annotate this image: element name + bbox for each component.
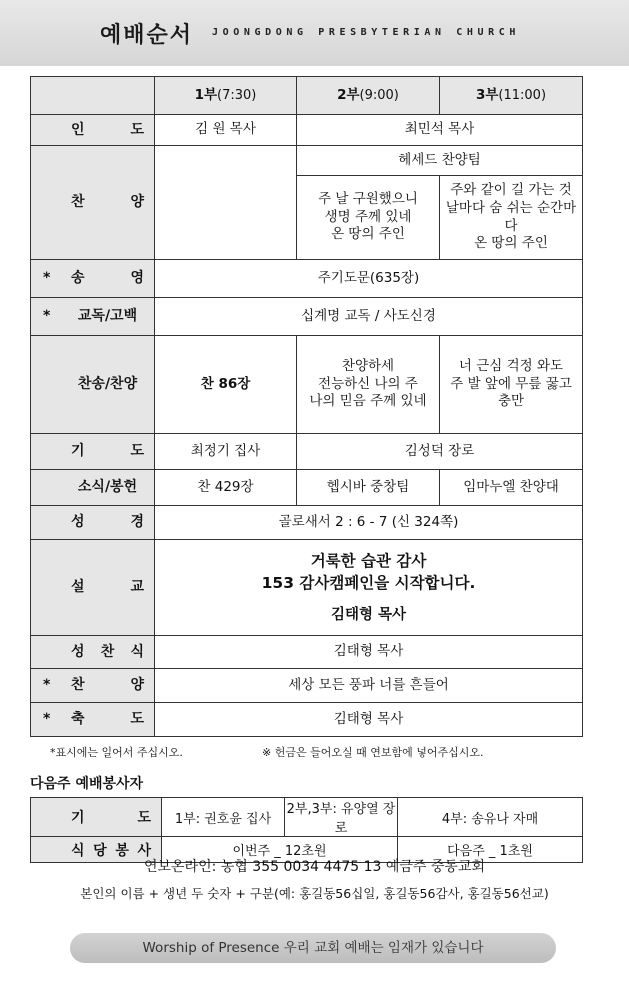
hymn-s2-lyrics: 찬양하세 전능하신 나의 주 나의 믿음 주께 있네 [297,336,440,434]
label-confession-text: 교독/고백 [77,308,138,325]
label-confession: * 교독/고백 [31,298,155,336]
row-hymn [31,336,583,434]
sermon-preacher: 김태형 목사 [330,606,407,623]
label-hymn-text: 찬송/찬양 [77,376,138,393]
leader-s23: 최민석 목사 [297,115,583,146]
label-sacrament [31,636,155,669]
label-prayer [31,434,155,470]
row-confession [31,298,583,336]
row-sacrament [31,636,583,669]
row-leader [31,115,583,146]
label-benediction: * 축 도 [31,703,155,737]
sermon-title-2: 153 감사캠페인을 시작합니다. [261,573,476,592]
label-hymn [31,336,155,434]
label-leader-text: 인 도 [71,121,144,138]
row-offering [31,470,583,506]
leader-s1: 김 원 목사 [155,115,297,146]
next-kitchen-this: 이번주 _ 12초원 [162,837,398,863]
sacrament-value: 김태형 목사 [155,636,583,669]
next-row-prayer [31,798,583,837]
row-song [31,260,583,298]
prayer-s1: 최정기 집사 [155,434,297,470]
next-label-prayer [31,798,162,837]
sermon-cell [155,540,583,636]
note-offering: ※ 헌금은 들어오실 때 연보함에 넣어주십시오. [262,746,484,759]
header-empty [31,77,155,115]
next-prayer-3: 4부: 송유나 자매 [398,798,583,837]
next-week-title: 다음주 예배봉사자 [30,776,144,792]
label-song: * 송 영 [31,260,155,298]
praise2-value: 세상 모든 풍파 너를 흔들어 [155,669,583,703]
label-scripture-text: 성 경 [71,514,144,531]
offering-s1: 찬 429장 [155,470,297,506]
row-prayer [31,434,583,470]
table-header-row [31,77,583,115]
praise-s2-lyrics: 주 날 구원했으니 생명 주께 있네 온 땅의 주인 [297,176,440,260]
note-standing: *표시에는 일어서 주십시오. [50,746,183,759]
header-bar [0,0,629,66]
label-praise-text: 찬 양 [71,194,144,211]
label-sacrament-text: 성 찬 식 [71,643,144,660]
praise-team: 헤세드 찬양팀 [297,146,583,176]
hymn-s3-lyrics: 너 근심 걱정 와도 주 발 앞에 무릎 꿇고 충만 [440,336,583,434]
praise-s1-empty [155,146,297,260]
service-2-header: 2부(9:00) [297,77,440,115]
benediction-value: 김태형 목사 [155,703,583,737]
label-song-text: 송 영 [71,270,144,287]
next-prayer-1: 1부: 권호윤 집사 [162,798,285,837]
service-1-header: 1부(7:30) [155,77,297,115]
row-sermon [31,540,583,636]
prayer-s23: 김성덕 장로 [297,434,583,470]
label-prayer-text: 기 도 [71,443,144,460]
label-sermon-text: 설 교 [71,579,144,596]
footer-banner: Worship of Presence 우리 교회 예배는 임재가 있습니다 [70,933,556,963]
label-offering-text: 소식/봉헌 [77,479,138,496]
label-scripture [31,506,155,540]
row-praise2 [31,669,583,703]
label-praise2: * 찬 양 [31,669,155,703]
service-3-header: 3부(11:00) [440,77,583,115]
next-kitchen-next: 다음주 _ 1초원 [398,837,583,863]
label-sermon [31,540,155,636]
confession-value: 십계명 교독 / 사도신경 [155,298,583,336]
worship-order-table [30,76,583,737]
row-praise-team [31,146,583,176]
hymn-s1: 찬 86장 [155,336,297,434]
offering-s3: 임마누엘 찬양대 [440,470,583,506]
row-benediction [31,703,583,737]
label-praise [31,146,155,260]
label-offering [31,470,155,506]
next-label-kitchen-text: 식 당 봉 사 [71,842,151,859]
page-title: 예배순서 [100,23,194,48]
row-scripture [31,506,583,540]
label-leader [31,115,155,146]
sermon-title-1: 거룩한 습관 감사 [310,551,427,570]
offering-s2: 헵시바 중창팀 [297,470,440,506]
church-name: JOONGDONG PRESBYTERIAN CHURCH [212,27,520,38]
praise-s3-lyrics: 주와 같이 길 가는 것 날마다 숨 쉬는 순간마다 온 땅의 주인 [440,176,583,260]
label-praise2-text: 찬 양 [71,677,144,694]
next-label-prayer-text: 기 도 [71,810,151,826]
scripture-value: 골로새서 2 : 6 - 7 (신 324쪽) [155,506,583,540]
song-value: 주기도문(635장) [155,260,583,298]
label-benediction-text: 축 도 [71,711,144,728]
offering-name-guide: 본인의 이름 + 생년 두 숫자 + 구분(예: 홍길동56십일, 홍길동56감사, 홍길동56선교) [80,886,549,901]
next-prayer-2: 2부,3부: 유양열 장로 [285,798,398,837]
next-week-table [30,797,583,863]
online-offering-info: 연보온라인: 농협 355 0034 4475 13 예금주 중동교회 [144,859,485,875]
